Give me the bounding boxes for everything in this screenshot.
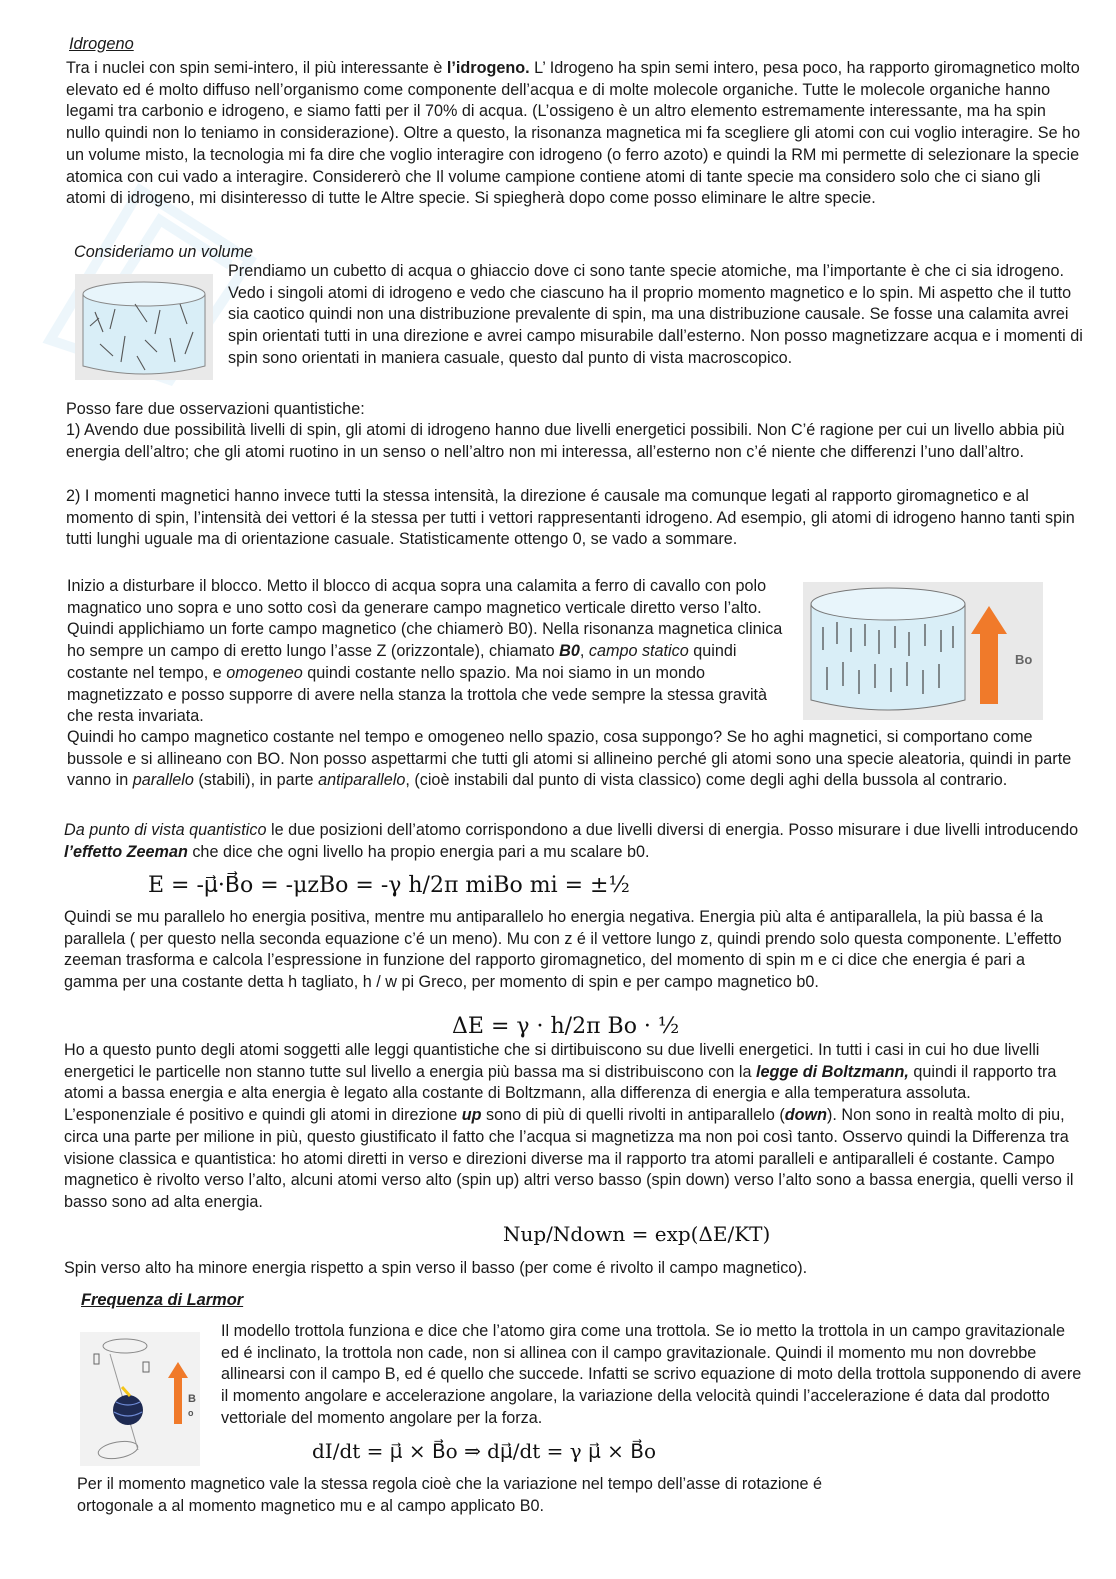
paragraph-volume: Prendiamo un cubetto di acqua o ghiaccio dove ci sono tante specie atomiche, ma l’importante è che ci sia idrogeno. Vedo i singoli atomi di idrogeno e vedo che ciascuno ha il proprio momento magnetico e lo spin. Mi aspetto che il tutto sia caotico quindi non una distribuzione prevalente di spin, ma una distribuzione causale. Se fosse una calamita avrei spin orientati tutti in una direzione e avrei campo misurabile dall’esterno. Non posso magnetizzare acqua e i momenti di spin sono orientati in maniera casuale, questo dal punto di vista macroscopico. [228, 262, 1083, 367]
paragraph-larmor-rule: Per il momento magnetico vale la stessa regola cioè che la variazione nel tempo dell’asse di rotazione é ortogonale a al momento magnetico mu e al campo applicato B0. [77, 1475, 823, 1515]
paragraph-aghi-magnetici: Quindi ho campo magnetico costante nel tempo e omogeneo nello spazio, cosa suppongo? Se ho aghi magnetici, si comportano come bussole e si allineano con BO. Non posso aspettarmi che tutti gli atomi si allineino perché gli atomi sono una specie aleatoria, quindi in parte vanno in parallelo (stabili), in parte antiparallelo, (cioè instabili dal punto di vista classico) come degli aghi della bussola al contrario. [67, 728, 1072, 790]
paragraph-disturbo: Inizio a disturbare il blocco. Metto il blocco di acqua sopra una calamita a ferro di cavallo con polo magnatico uno sopra e uno sotto così da generare campo magnetico verticale diretto verso l’alto. Quindi applichiamo un forte campo magnetico (che chiamerò B0). Nella risonanza magnetica clinica ho sempre un campo di eretto lungo l’asse Z (orizzontale), chiamato B0, campo statico quindi costante nel tempo, e omogeneo quindi costante nello spazio. Ma noi siamo in un mondo magnetizzato e posso supporre di avere nella stanza la trottola che vede sempre la stessa gravità che resta invariata. [67, 577, 783, 726]
equation-delta-e [452, 1009, 680, 1043]
paragraph-boltzmann: Ho a questo punto degli atomi soggetti alle leggi quantistiche che si dirtibuiscono su due livelli energetici. In tutti i casi in cui ho due livelli energetici le particelle non stanno tutte sul livello a energia più bassa ma si distribuiscono con la legge di Boltzmann, quindi il rapporto tra atomi a bassa energia e alta energia è legato alla costante di Boltzmann, alla differenza di energia e alla temperatura assoluta. L’esponenziale é positivo e quindi gli atomi in direzione up sono di più di quelli rivolti in antiparallelo (down). Non sono in realtà molto di piu, circa una parte per milione in più, questo giustificato il fatto che l’acqua si magnetizza ma non poi così tanto. Osservo quindi la Differenza tra visione classica e quantistica: ho atomi diretti in verso e direzioni diverse ma il rapporto tra atomi paralleli e antiparalleli é costante. Campo magnetico è rivolto verso l’alto, alcuni atomi verso alto (spin up) altri verso basso (spin down) verso l’alto sono a bassa energia, quelli verso il basso sono ad alta energia. [64, 1041, 1074, 1211]
b0-field-label: Bo [1015, 652, 1033, 667]
paragraph-idrogeno: Tra i nuclei con spin semi-intero, il più interessante è l’idrogeno. L’ Idrogeno ha spin semi intero, pesa poco, ha rapporto giromagnetico molto elevato ed é molto diffuso nell’organismo come componente dell’acqua e di molte molecole organiche. Tutte le molecole organiche hanno legami tra carbonio e idrogeno, e siamo fatti per il 70% di acqua. (L’ossigeno è un altro elemento estremamente interessante, ma ha spin nullo quindi non lo teniamo in considerazione). Oltre a questo, la risonanza magnetica mi fa scegliere gli atomi con cui voglio interagire. Se ho un volume misto, la tecnologia mi fa dire che voglio interagire con idrogeno (o ferro azoto) e quindi la RM mi permette di selezionare la specie atomica con cui vado a interagire. Considererò che Il volume campione contiene atomi di tante specie ma considero solo che ci siano gli atomi di idrogeno, mi disinteresso di tutte le Altre specie. Si spiegherà dopo come posso eliminare le altre specie. [66, 59, 1081, 208]
paragraph-zeeman: Da punto di vista quantistico le due posizioni dell’atomo corrispondono a due livelli diversi di energia. Posso misurare i due livelli introducendo l’effetto Zeeman che dice che ogni livello ha propio energia pari a mu scalare b0. [64, 821, 1079, 861]
svg-text:E = -μ⃗·B⃗o = -μzBo = -γ h/2π: E = -μ⃗·B⃗o = -μzBo = -γ h/2π miBo mi = ±½ [148, 873, 630, 898]
svg-text:ΔE = γ · h/2π Bo · ½: ΔE = γ · h/2π Bo · ½ [452, 1014, 680, 1039]
heading-larmor: Frequenza di Larmor [81, 1291, 244, 1309]
paragraph-larmor: Il modello trottola funziona e dice che l’atomo gira come una trottola. Se io metto la trottola in un campo gravitazionale ed é inclinato, la trottola non cade, non si allinea con il campo gravitazionale. Quindi il momento mu non dovrebbe allinearsi con il campo B, ed é quello che succede. Infatti se scrivo equazione di moto della trottola supponendo di avere il momento angolare e accelerazione angolare, la variazione della velocità quindi l’accelerazione é data dal prodotto vettoriale del momento angolare per la forza. [221, 1322, 1082, 1427]
spinning-top-image [80, 1332, 200, 1466]
svg-text:dI/dt = μ⃗ × B⃗o ⇒ dμ⃗/dt: dI/dt = μ⃗ × B⃗o ⇒ dμ⃗/dt = γ μ⃗ × B⃗o [312, 1439, 657, 1463]
random-spin-water-image [75, 274, 213, 380]
equation-zeeman-energy [148, 868, 630, 902]
observation-2: 2) I momenti magnetici hanno invece tutti la stessa intensità, la direzione é causale ma comunque legati al rapporto giromagnetico e al momento di spin, l’intensità dei vettori é la stessa per tutti i vettori rappresentanti idrogeno. Ad esempio, gli atomi di idrogeno hanno tanti spin tutti lunghi uguale ma di orientazione casuale. Statisticamente ottengo 0, se vado a sommare. [66, 487, 1075, 549]
observation-1: 1) Avendo due possibilità livelli di spin, gli atomi di idrogeno hanno due livelli energetici possibili. Non C’é ragione per cui un livello abbia più energia dell’altro; che gli atomi ruotino in un senso o nell’altro non mi interessa, all’esterno non c’é niente che differenzi l’uno dall’altro. [66, 421, 1065, 461]
aligned-spin-water-image [803, 582, 1043, 720]
equation-boltzmann-ratio [503, 1214, 771, 1254]
equation-larmor-motion [312, 1432, 712, 1470]
observations-intro: Posso fare due osservazioni quantistiche: [66, 400, 365, 418]
paragraph-spin-energy: Spin verso alto ha minore energia rispetto a spin verso il basso (per come é rivolto il campo magnetico). [64, 1259, 808, 1277]
top-o-label: o [188, 1408, 194, 1418]
top-b-label: B [188, 1393, 196, 1405]
paragraph-zeeman-explanation: Quindi se mu parallelo ho energia positiva, mentre mu antiparallelo ho energia negativa. Energia più alta é antiparallela, la più bassa é la parallela ( per questo nella seconda equazione c’é un meno). Mu con z é il vettore lungo z, quindi prendo solo questa componente. L’effetto zeeman trasforma e calcola l’espressione in funzione del rapporto giromagnetico, del momento di spin m e ci dice che energia é pari a gamma per una costante detta h tagliato, h / w pi Greco, per momento di spin e per campo magnetico b0. [64, 908, 1062, 992]
heading-idrogeno: Idrogeno [69, 35, 134, 53]
heading-volume: Consideriamo un volume [74, 243, 254, 261]
svg-text:Nup/Ndown = exp(ΔE/KT): Nup/Ndown = exp(ΔE/KT) [503, 1222, 771, 1246]
